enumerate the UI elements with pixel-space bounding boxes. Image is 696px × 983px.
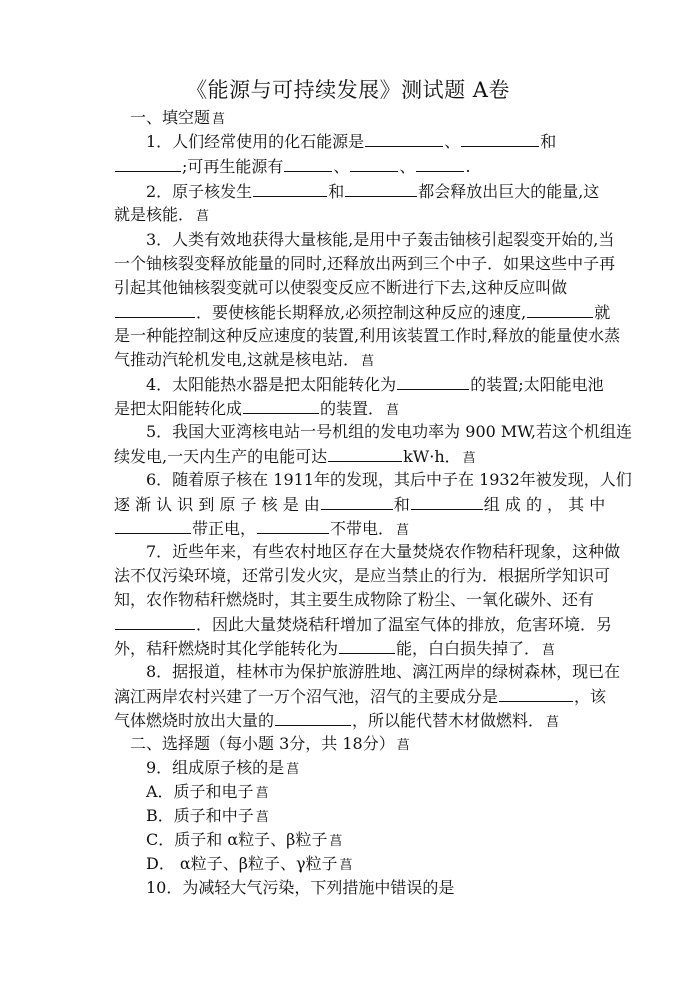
question-8-line-1: 8．据报道，桂林市为保护旅游胜地、漓江两岸的绿树森林，现已在 xyxy=(146,662,621,681)
answer-blank[interactable] xyxy=(397,373,469,390)
answer-blank[interactable] xyxy=(499,685,573,702)
answer-blank[interactable] xyxy=(416,155,464,172)
answer-blank[interactable] xyxy=(115,155,181,172)
question-6-line-1: 6．随着原子核在 1911年的发现，其后中子在 1932年被发现，人们 xyxy=(146,470,632,489)
question-9-option-a[interactable]: A．质子和电子 菖 xyxy=(146,781,269,805)
question-3-line-2: 一个铀核裂变释放能量的同时,还释放出两到三个中子．如果这些中子再 xyxy=(114,254,616,273)
question-7-line-3: 知，农作物秸秆燃烧时，其主要生成物除了粉尘、一氧化碳外、还有 xyxy=(114,590,595,609)
answer-blank[interactable] xyxy=(275,709,351,726)
paragraph-mark: 菖 xyxy=(361,354,375,369)
paragraph-mark: 菖 xyxy=(196,209,210,224)
answer-blank[interactable] xyxy=(350,155,398,172)
question-1-line-1: 1．人们经常使用的化石能源是 、 和 xyxy=(146,132,557,151)
question-7-line-5: 外，秸秆燃烧时其化学能转化为 能，白白损失掉了． 菖 xyxy=(114,637,555,662)
question-4-line-1: 4．太阳能热水器是把太阳能转化为 的装置;太阳能电池 xyxy=(146,375,604,394)
paragraph-mark: 菖 xyxy=(286,762,300,777)
question-3-line-5: 是一种能控制这种反应速度的装置,利用该装置工作时,释放的能量使水蒸 xyxy=(114,326,621,345)
answer-blank[interactable] xyxy=(365,130,443,147)
question-9-option-c[interactable]: C．质子和 α粒子、β粒子 菖 xyxy=(146,829,342,853)
question-3-line-6: 气推动汽轮机发电,这就是核电站． 菖 xyxy=(114,349,374,373)
paragraph-mark: 菖 xyxy=(462,451,476,466)
answer-blank[interactable] xyxy=(115,517,191,534)
question-7-line-2: 法不仅污染环境，还常引发火灾，是应当禁止的行为．根据所学知识可 xyxy=(114,566,611,585)
paragraph-mark: 菖 xyxy=(212,112,226,127)
question-6-line-2: 逐 渐 认 识 到 原 子 核 是 由 和 组 成 的 ， 其 中 xyxy=(114,495,606,514)
question-5-line-2: 续发电,一天内生产的电能可达 kW·h． 菖 xyxy=(114,445,476,470)
paragraph-mark: 菖 xyxy=(255,786,269,801)
question-1-line-2: ;可再生能源有 、 、 . xyxy=(114,155,471,178)
document-title: 《能源与可持续发展》测试题 A卷 xyxy=(186,78,510,102)
answer-blank[interactable] xyxy=(253,180,327,197)
question-9-stem: 9．组成原子核的是 菖 xyxy=(146,757,299,781)
paragraph-mark: 菖 xyxy=(339,858,353,873)
paragraph-mark: 菖 xyxy=(255,810,269,825)
question-7-line-4: ．因此大量焚烧秸秆增加了温室气体的排放，危害环境．另 xyxy=(114,613,612,636)
paragraph-mark: 菖 xyxy=(386,403,400,418)
question-3-line-4: ．要使核能长期释放,必须控制这种反应的速度, 就 xyxy=(114,301,610,324)
question-2-line-2: 就是核能． 菖 xyxy=(114,204,209,228)
answer-blank[interactable] xyxy=(328,445,402,462)
question-8-line-2: 漓江两岸农村兴建了一万个沼气池，沼气的主要成分是 ，该 xyxy=(114,687,607,706)
answer-blank[interactable] xyxy=(345,180,417,197)
question-3-line-3: 引起其他铀核裂变就可以使裂变反应不断进行下去,这种反应叫做 xyxy=(114,278,568,297)
question-9-option-b[interactable]: B．质子和中子 菖 xyxy=(146,805,269,829)
paragraph-mark: 菖 xyxy=(329,834,343,849)
paragraph-mark: 菖 xyxy=(542,643,556,658)
answer-blank[interactable] xyxy=(527,301,593,318)
question-4-line-2: 是把太阳能转化成 的装置． 菖 xyxy=(114,397,399,422)
question-5-line-1: 5．我国大亚湾核电站一号机组的发电功率为 900 MW,若这个机组连 xyxy=(146,422,633,441)
question-3-line-1: 3．人类有效地获得大量核能,是用中子轰击铀核引起裂变开始的,当 xyxy=(146,230,615,249)
section-heading-fill-blank: 一、填空题 菖 xyxy=(130,107,225,131)
question-6-line-3: 带正电， 不带电． 菖 xyxy=(114,517,409,542)
paragraph-mark: 菖 xyxy=(546,715,560,730)
question-2-line-1: 2．原子核发生 和 都会释放出巨大的能量,这 xyxy=(146,182,600,201)
paragraph-mark: 菖 xyxy=(396,738,410,753)
answer-blank[interactable] xyxy=(243,397,319,414)
answer-blank[interactable] xyxy=(321,493,393,510)
answer-blank[interactable] xyxy=(115,613,195,630)
question-8-line-3: 气体燃烧时放出大量的 ，所以能代替木材做燃料． 菖 xyxy=(114,709,559,734)
answer-blank[interactable] xyxy=(257,517,329,534)
answer-blank[interactable] xyxy=(339,637,395,654)
section-heading-multiple-choice: 二、选择题（每小题 3分，共 18分） 菖 xyxy=(130,733,410,757)
question-10-stem: 10．为减轻大气污染，下列措施中错误的是 xyxy=(146,878,455,897)
answer-blank[interactable] xyxy=(115,301,195,318)
answer-blank[interactable] xyxy=(461,130,539,147)
question-7-line-1: 7．近些年来，有些农村地区存在大量焚烧农作物秸秆现象，这种做 xyxy=(146,542,621,561)
answer-blank[interactable] xyxy=(411,493,483,510)
answer-blank[interactable] xyxy=(284,155,332,172)
paragraph-mark: 菖 xyxy=(396,523,410,538)
question-9-option-d[interactable]: D． α粒子、β粒子、γ粒子 菖 xyxy=(146,853,353,877)
